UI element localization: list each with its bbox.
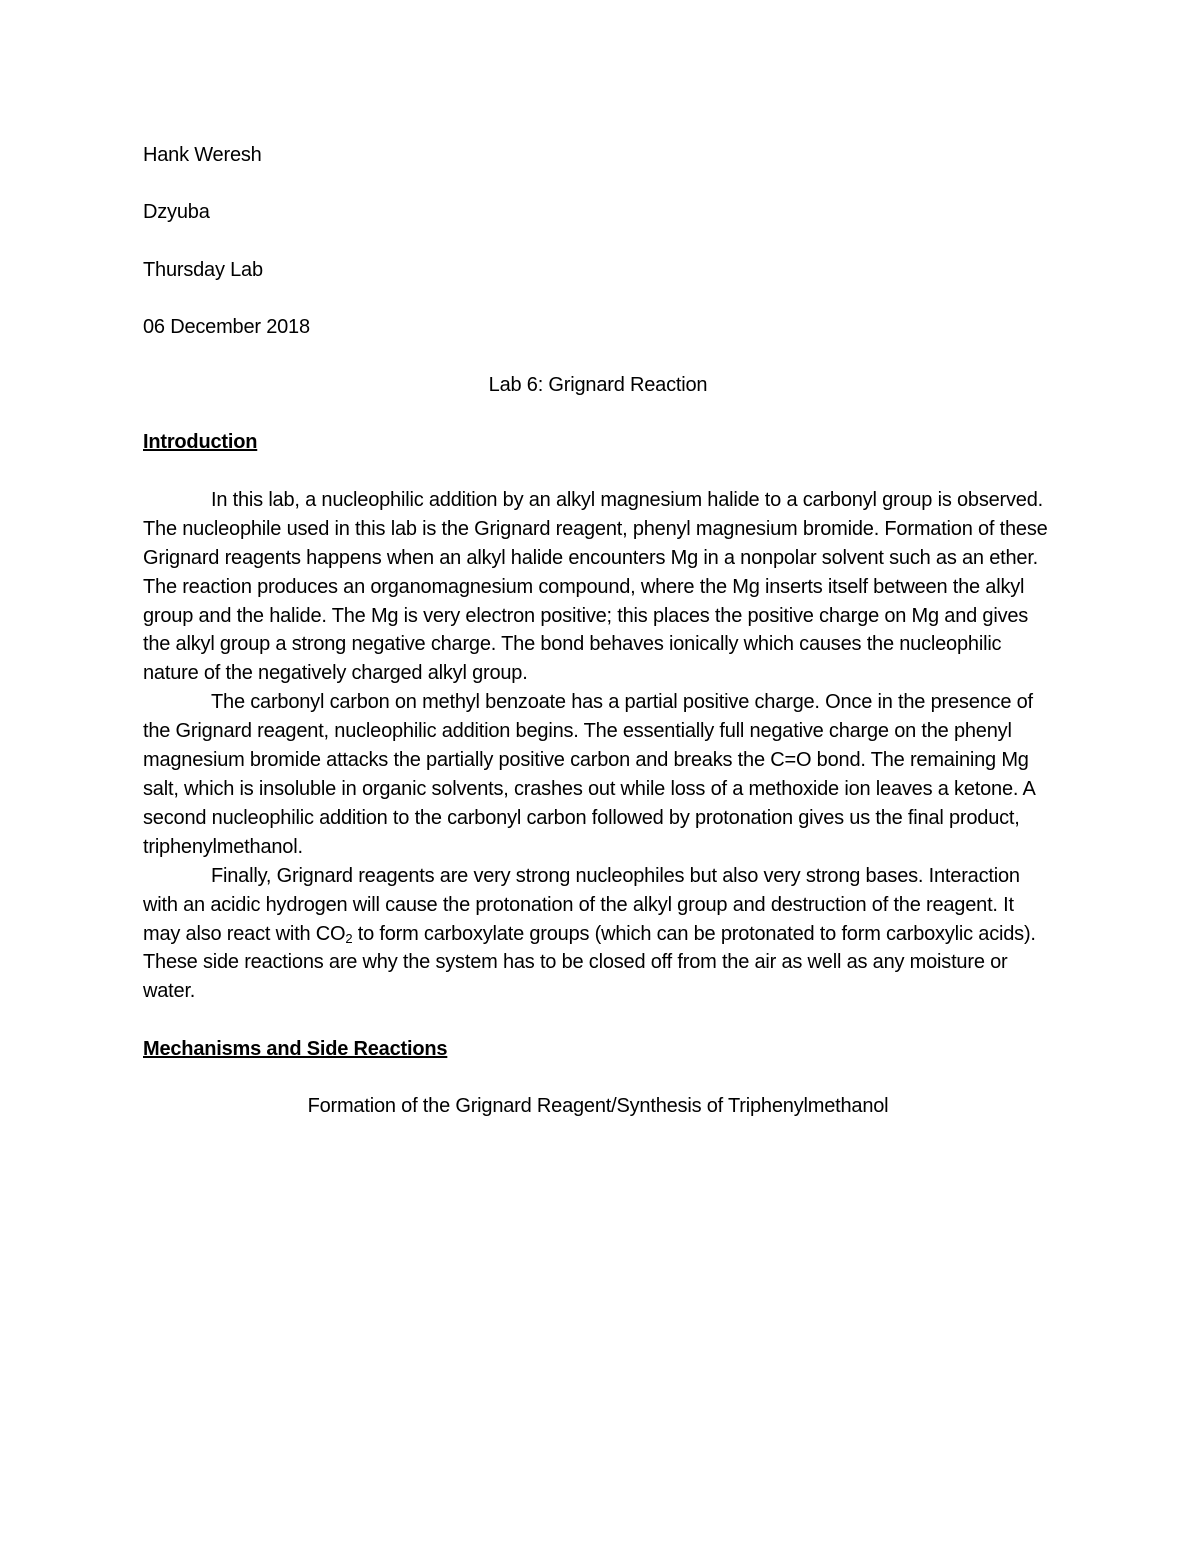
co2-subscript: 2 [345, 930, 353, 946]
mechanisms-subheading: Formation of the Grignard Reagent/Synthesis of Triphenylmethanol [307, 1095, 889, 1118]
intro-paragraph-2: The carbonyl carbon on methyl benzoate has a partial positive charge. Once in the presence of the Grignard reagent, nucleophilic addition begins. The essentially full negative charge on the phenyl magnesium bromide attacks the partially positive carbon and breaks the C=O bond. The remaining Mg salt, which is insoluble in organic solvents, crashes out while loss of a methoxide ion leaves a ketone. A second nucleophilic addition to the carbonyl carbon followed by protonation gives us the final product, triphenylmethanol. [143, 691, 1035, 858]
author-name: Hank Weresh [143, 144, 262, 166]
lab-section: Thursday Lab [143, 258, 263, 281]
intro-paragraph-3 [143, 862, 1053, 1007]
document-body [143, 141, 1053, 1121]
introduction-heading: Introduction [143, 431, 258, 454]
mechanisms-heading: Mechanisms and Side Reactions [143, 1037, 448, 1060]
instructor-name: Dzyuba [143, 201, 210, 224]
introduction-section [143, 486, 1053, 1006]
report-date: 06 December 2018 [143, 316, 310, 339]
intro-paragraph-3-part-2: to form carboxylate groups (which can be protonated to form carboxylic acids). These side reactions are why the system has to be closed off from the air as well as any moisture or water. [143, 922, 1036, 1003]
intro-paragraph-3-part-1: Finally, Grignard reagents are very strong nucleophiles but also very strong bases. Interaction with an acidic hydrogen will cause the protonation of the alkyl group and destruction of the reagent. It may also react with CO [143, 864, 1020, 945]
intro-paragraph-1: In this lab, a nucleophilic addition by an alkyl magnesium halide to a carbonyl group is observed. The nucleophile used in this lab is the Grignard reagent, phenyl magnesium bromide. Formation of these Grignard reagents happens when an alkyl halide encounters Mg in a nonpolar solvent such as an ether. The reaction produces an organomagnesium compound, where the Mg inserts itself between the alkyl group and the halide. The Mg is very electron positive; this places the positive charge on Mg and gives the alkyl group a strong negative charge. The bond behaves ionically which causes the nucleophilic nature of the negatively charged alkyl group. [143, 488, 1048, 685]
document-title: Lab 6: Grignard Reaction [488, 373, 708, 396]
